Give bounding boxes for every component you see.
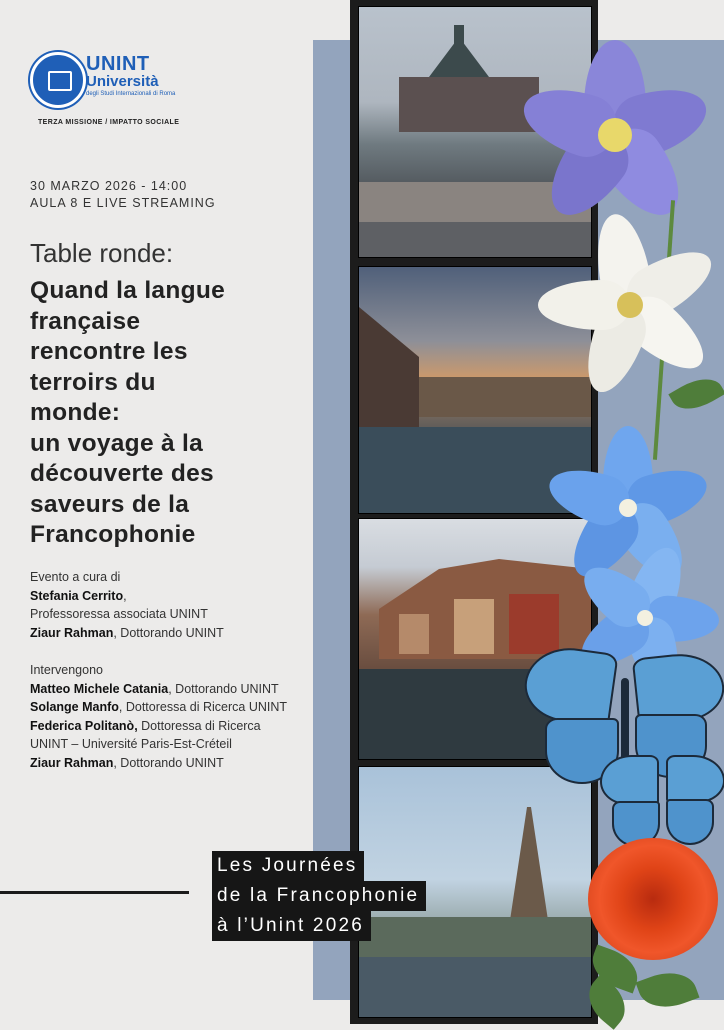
title-line: saveurs de la	[30, 490, 190, 518]
brand-sub: Università	[86, 73, 159, 90]
title-line: Quand la langue	[30, 277, 226, 304]
francophonie-label	[212, 851, 426, 941]
lily-flower-icon	[535, 215, 724, 395]
butterfly-icon	[600, 755, 724, 850]
unint-logo-icon	[30, 52, 86, 108]
event-date-time: 30 MARZO 2026 - 14:00	[30, 179, 188, 193]
person-role: , Dottorando UNINT	[168, 681, 279, 696]
title-line: rencontre les	[30, 338, 188, 365]
organizers-section	[30, 568, 300, 642]
title-line: française	[30, 307, 141, 335]
label-line: de la Francophonie	[212, 881, 426, 911]
organizers-heading: Evento a cura di	[30, 570, 121, 584]
person-role: ,	[123, 588, 127, 603]
speaker-entry	[30, 717, 300, 754]
mission-label: TERZA MISSIONE / IMPATTO SOCIALE	[38, 119, 180, 126]
title-line: découverte des	[30, 460, 214, 487]
brand-wordmark	[86, 54, 175, 98]
person-role: , Dottorando UNINT	[113, 625, 224, 640]
footer-rule	[0, 891, 189, 894]
event-title	[30, 276, 300, 551]
speakers-heading: Intervengono	[30, 663, 103, 677]
rose-icon	[588, 838, 718, 960]
organizer-entry	[30, 624, 300, 643]
event-kicker: Table ronde:	[30, 238, 174, 268]
person-role: Dottoressa di Ricerca UNINT – Université Paris-Est-Créteil	[30, 718, 261, 751]
brand-name: UNINT	[86, 53, 150, 75]
title-line: terroirs du	[30, 368, 156, 396]
person-name: Ziaur Rahman	[30, 755, 114, 770]
speakers-section	[30, 661, 300, 772]
event-datetime-block	[30, 178, 216, 212]
person-role: , Dottoressa di Ricerca UNINT	[118, 700, 288, 714]
person-role-line: Professoressa associata UNINT	[30, 607, 208, 621]
speaker-entry	[30, 698, 300, 717]
person-name: Federica Politanò,	[30, 718, 138, 733]
title-line: monde:	[30, 399, 121, 426]
person-name: Stefania Cerrito	[30, 588, 124, 603]
person-name: Matteo Michele Catania	[30, 681, 169, 696]
speaker-entry	[30, 680, 300, 699]
label-line: à l’Unint 2026	[212, 911, 371, 941]
organizer-entry	[30, 587, 300, 606]
label-line: Les Journées	[212, 851, 364, 881]
speaker-entry	[30, 754, 300, 773]
title-line: Francophonie	[30, 521, 196, 548]
person-role: , Dottorando UNINT	[113, 755, 224, 770]
brand-tagline: degli Studi Internazionali di Roma	[86, 91, 176, 97]
title-line: un voyage à la	[30, 429, 204, 457]
person-name: Solange Manfo	[30, 700, 119, 714]
event-location: AULA 8 E LIVE STREAMING	[30, 196, 216, 210]
person-name: Ziaur Rahman	[30, 625, 114, 640]
